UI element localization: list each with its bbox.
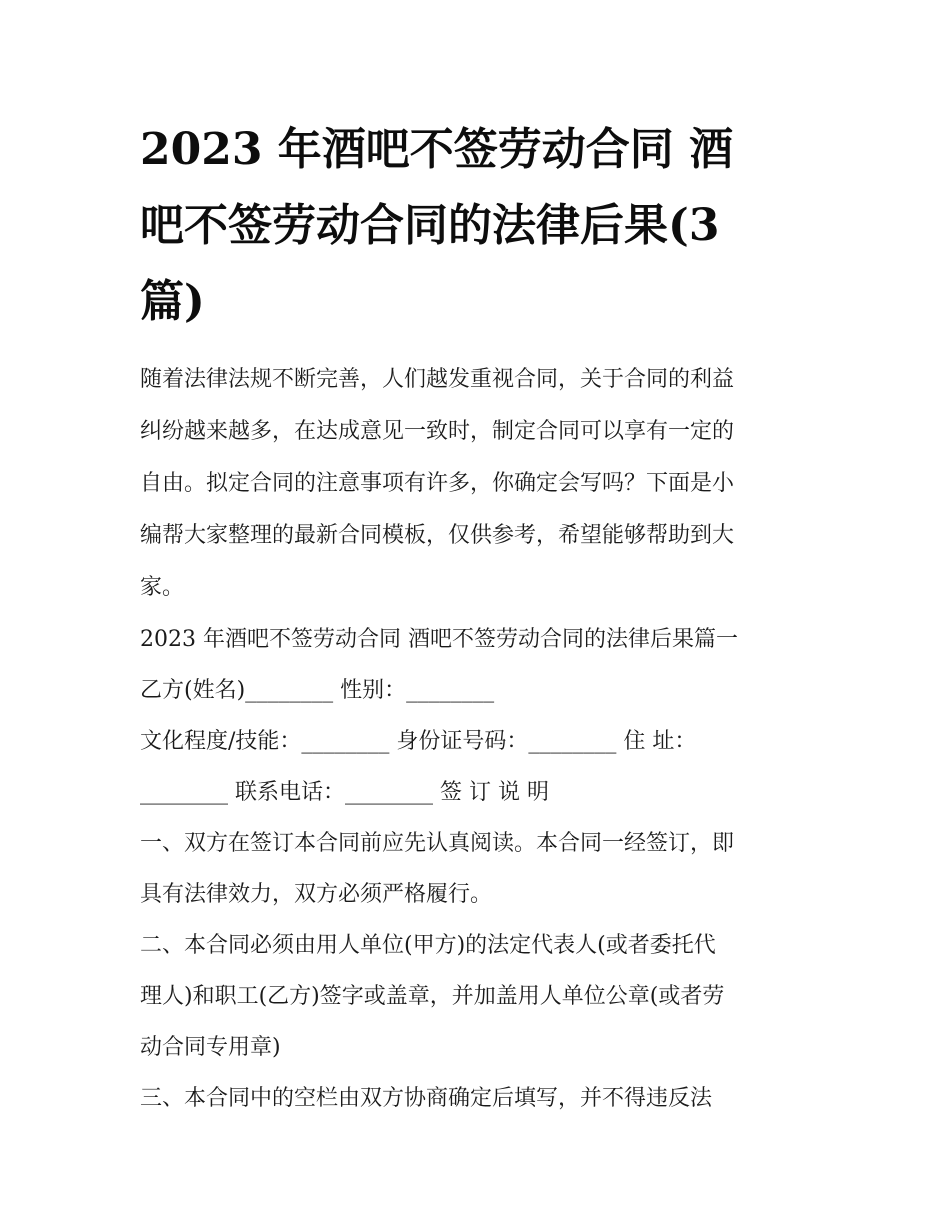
intro-line-2: 纠纷越来越多，在达成意见一致时，制定合同可以享有一定的 bbox=[140, 419, 735, 444]
title-line-1: 2023 年酒吧不签劳动合同 酒 bbox=[140, 124, 734, 175]
contract-body bbox=[140, 614, 820, 1124]
clause-2-line-2: 理人)和职工(乙方)签字或盖章，并加盖用人单位公章(或者劳 bbox=[140, 984, 725, 1009]
section-heading-1: 2023 年酒吧不签劳动合同 酒吧不签劳动合同的法律后果篇一 bbox=[140, 627, 738, 652]
intro-line-3: 自由。拟定合同的注意事项有许多，你确定会写吗？下面是小 bbox=[140, 471, 735, 496]
clause-3-line-1: 三、本合同中的空栏由双方协商确定后填写，并不得违反法 bbox=[140, 1086, 713, 1111]
education-id-address: 文化程度/技能：________ 身份证号码：________ 住 址： bbox=[140, 729, 697, 754]
document-page bbox=[140, 112, 820, 1124]
intro-paragraph bbox=[140, 354, 820, 614]
document-title bbox=[140, 112, 820, 340]
intro-line-1: 随着法律法规不断完善，人们越发重视合同，关于合同的利益 bbox=[140, 367, 735, 392]
clause-2-line-1: 二、本合同必须由用人单位(甲方)的法定代表人(或者委托代 bbox=[140, 933, 716, 958]
intro-line-5: 家。 bbox=[140, 575, 185, 600]
title-line-2: 吧不签劳动合同的法律后果(3 bbox=[140, 200, 720, 251]
phone-signing-notes: ________ 联系电话：________ 签 订 说 明 bbox=[140, 780, 549, 805]
clause-1-line-1: 一、双方在签订本合同前应先认真阅读。本合同一经签订，即 bbox=[140, 831, 735, 856]
intro-line-4: 编帮大家整理的最新合同模板，仅供参考，希望能够帮助到大 bbox=[140, 523, 735, 548]
party-b-name-gender: 乙方(姓名)________ 性别：________ bbox=[140, 678, 495, 703]
clause-1-line-2: 具有法律效力，双方必须严格履行。 bbox=[140, 882, 493, 907]
title-line-3: 篇) bbox=[140, 276, 205, 327]
clause-2-line-3: 动合同专用章) bbox=[140, 1035, 281, 1060]
